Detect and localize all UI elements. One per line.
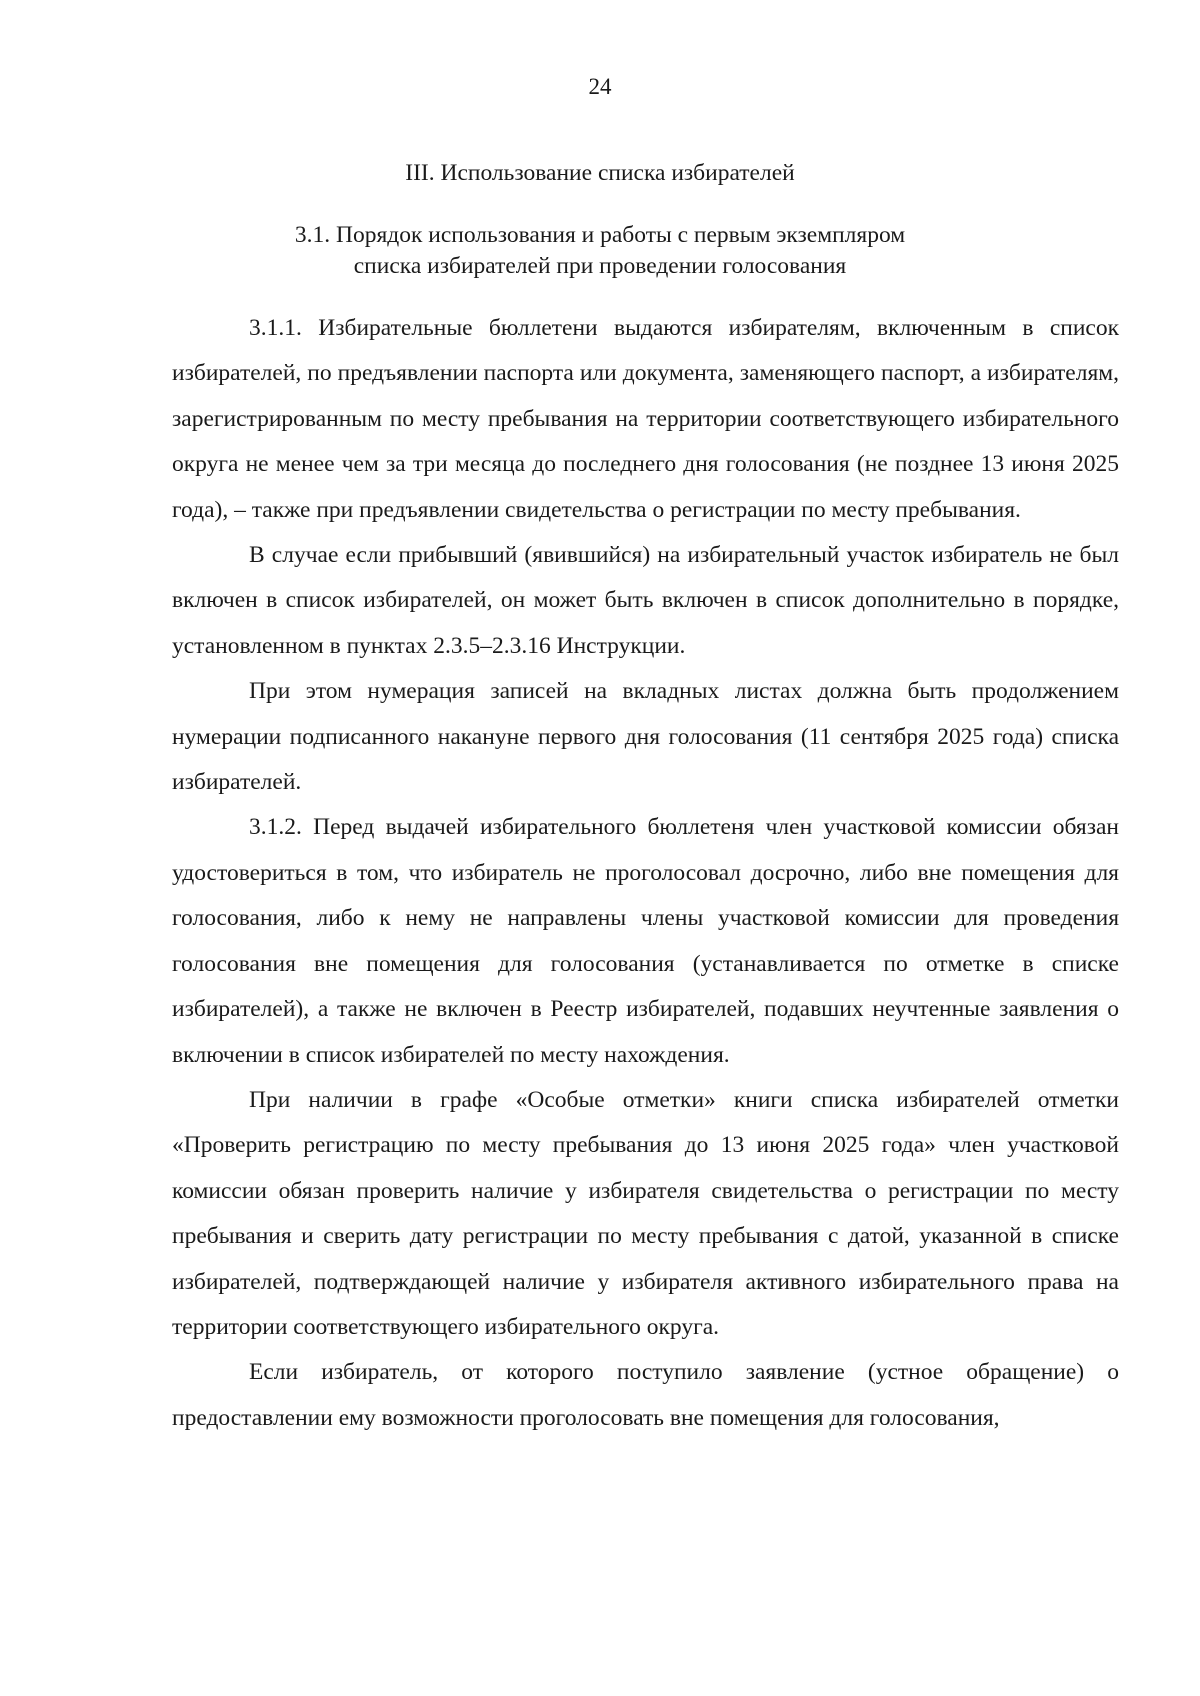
body-text <box>172 306 1119 1441</box>
paragraph-3-1-1: 3.1.1. Избирательные бюллетени выдаются избирателям, включенным в список избирателей, по предъявлении паспорта или документа, заменяющего паспорт, а избирателям, зарегистрированным по месту пребывания на территории соответствующего избирательного округа не менее чем за три месяца до последнего дня голосования (не позднее 13 июня 2025 года), – также при предъявлении свидетельства о регистрации по месту пребывания. <box>172 315 1119 523</box>
subsection-title-line-2: списка избирателей при проведении голосования <box>353 253 847 279</box>
section-title: III. Использование списка избирателей <box>405 160 795 186</box>
paragraph-unregistered-voter: В случае если прибывший (явившийся) на избирательный участок избиратель не был включен в список избирателей, он может быть включен в список дополнительно в порядке, установленном в пунктах 2.3.5–2.3.16 Инструкции. <box>172 542 1119 659</box>
paragraph-3-1-2: 3.1.2. Перед выдачей избирательного бюллетеня член участковой комиссии обязан удостовериться в том, что избиратель не проголосовал досрочно, либо вне помещения для голосования, либо к нему не направлены члены участковой комиссии для проведения голосования вне помещения для голосования (устанавливается по отметке в списке избирателей), а также не включен в Реестр избирателей, подавших неучтенные заявления о включении в список избирателей по месту нахождения. <box>172 814 1119 1068</box>
paragraph-outside-voting: Если избиратель, от которого поступило заявление (устное обращение) о предоставлении ему возможности проголосовать вне помещения для голосования, <box>172 1359 1119 1431</box>
subsection-title-line-1: 3.1. Порядок использования и работы с первым экземпляром <box>294 222 906 248</box>
paragraph-record-numbering: При этом нумерация записей на вкладных листах должна быть продолжением нумерации подписанного накануне первого дня голосования (11 сентября 2025 года) списка избирателей. <box>172 678 1119 796</box>
subsection-title <box>0 220 1200 282</box>
paragraph-special-marks: При наличии в графе «Особые отметки» книги списка избирателей отметки «Проверить регистрацию по месту пребывания до 13 июня 2025 года» член участковой комиссии обязан проверить наличие у избирателя свидетельства о регистрации по месту пребывания и сверить дату регистрации по месту пребывания с датой, указанной в списке избирателей, подтверждающей наличие у избирателя активного избирательного права на территории соответствующего избирательного округа. <box>172 1086 1119 1340</box>
page-number: 24 <box>588 74 612 99</box>
